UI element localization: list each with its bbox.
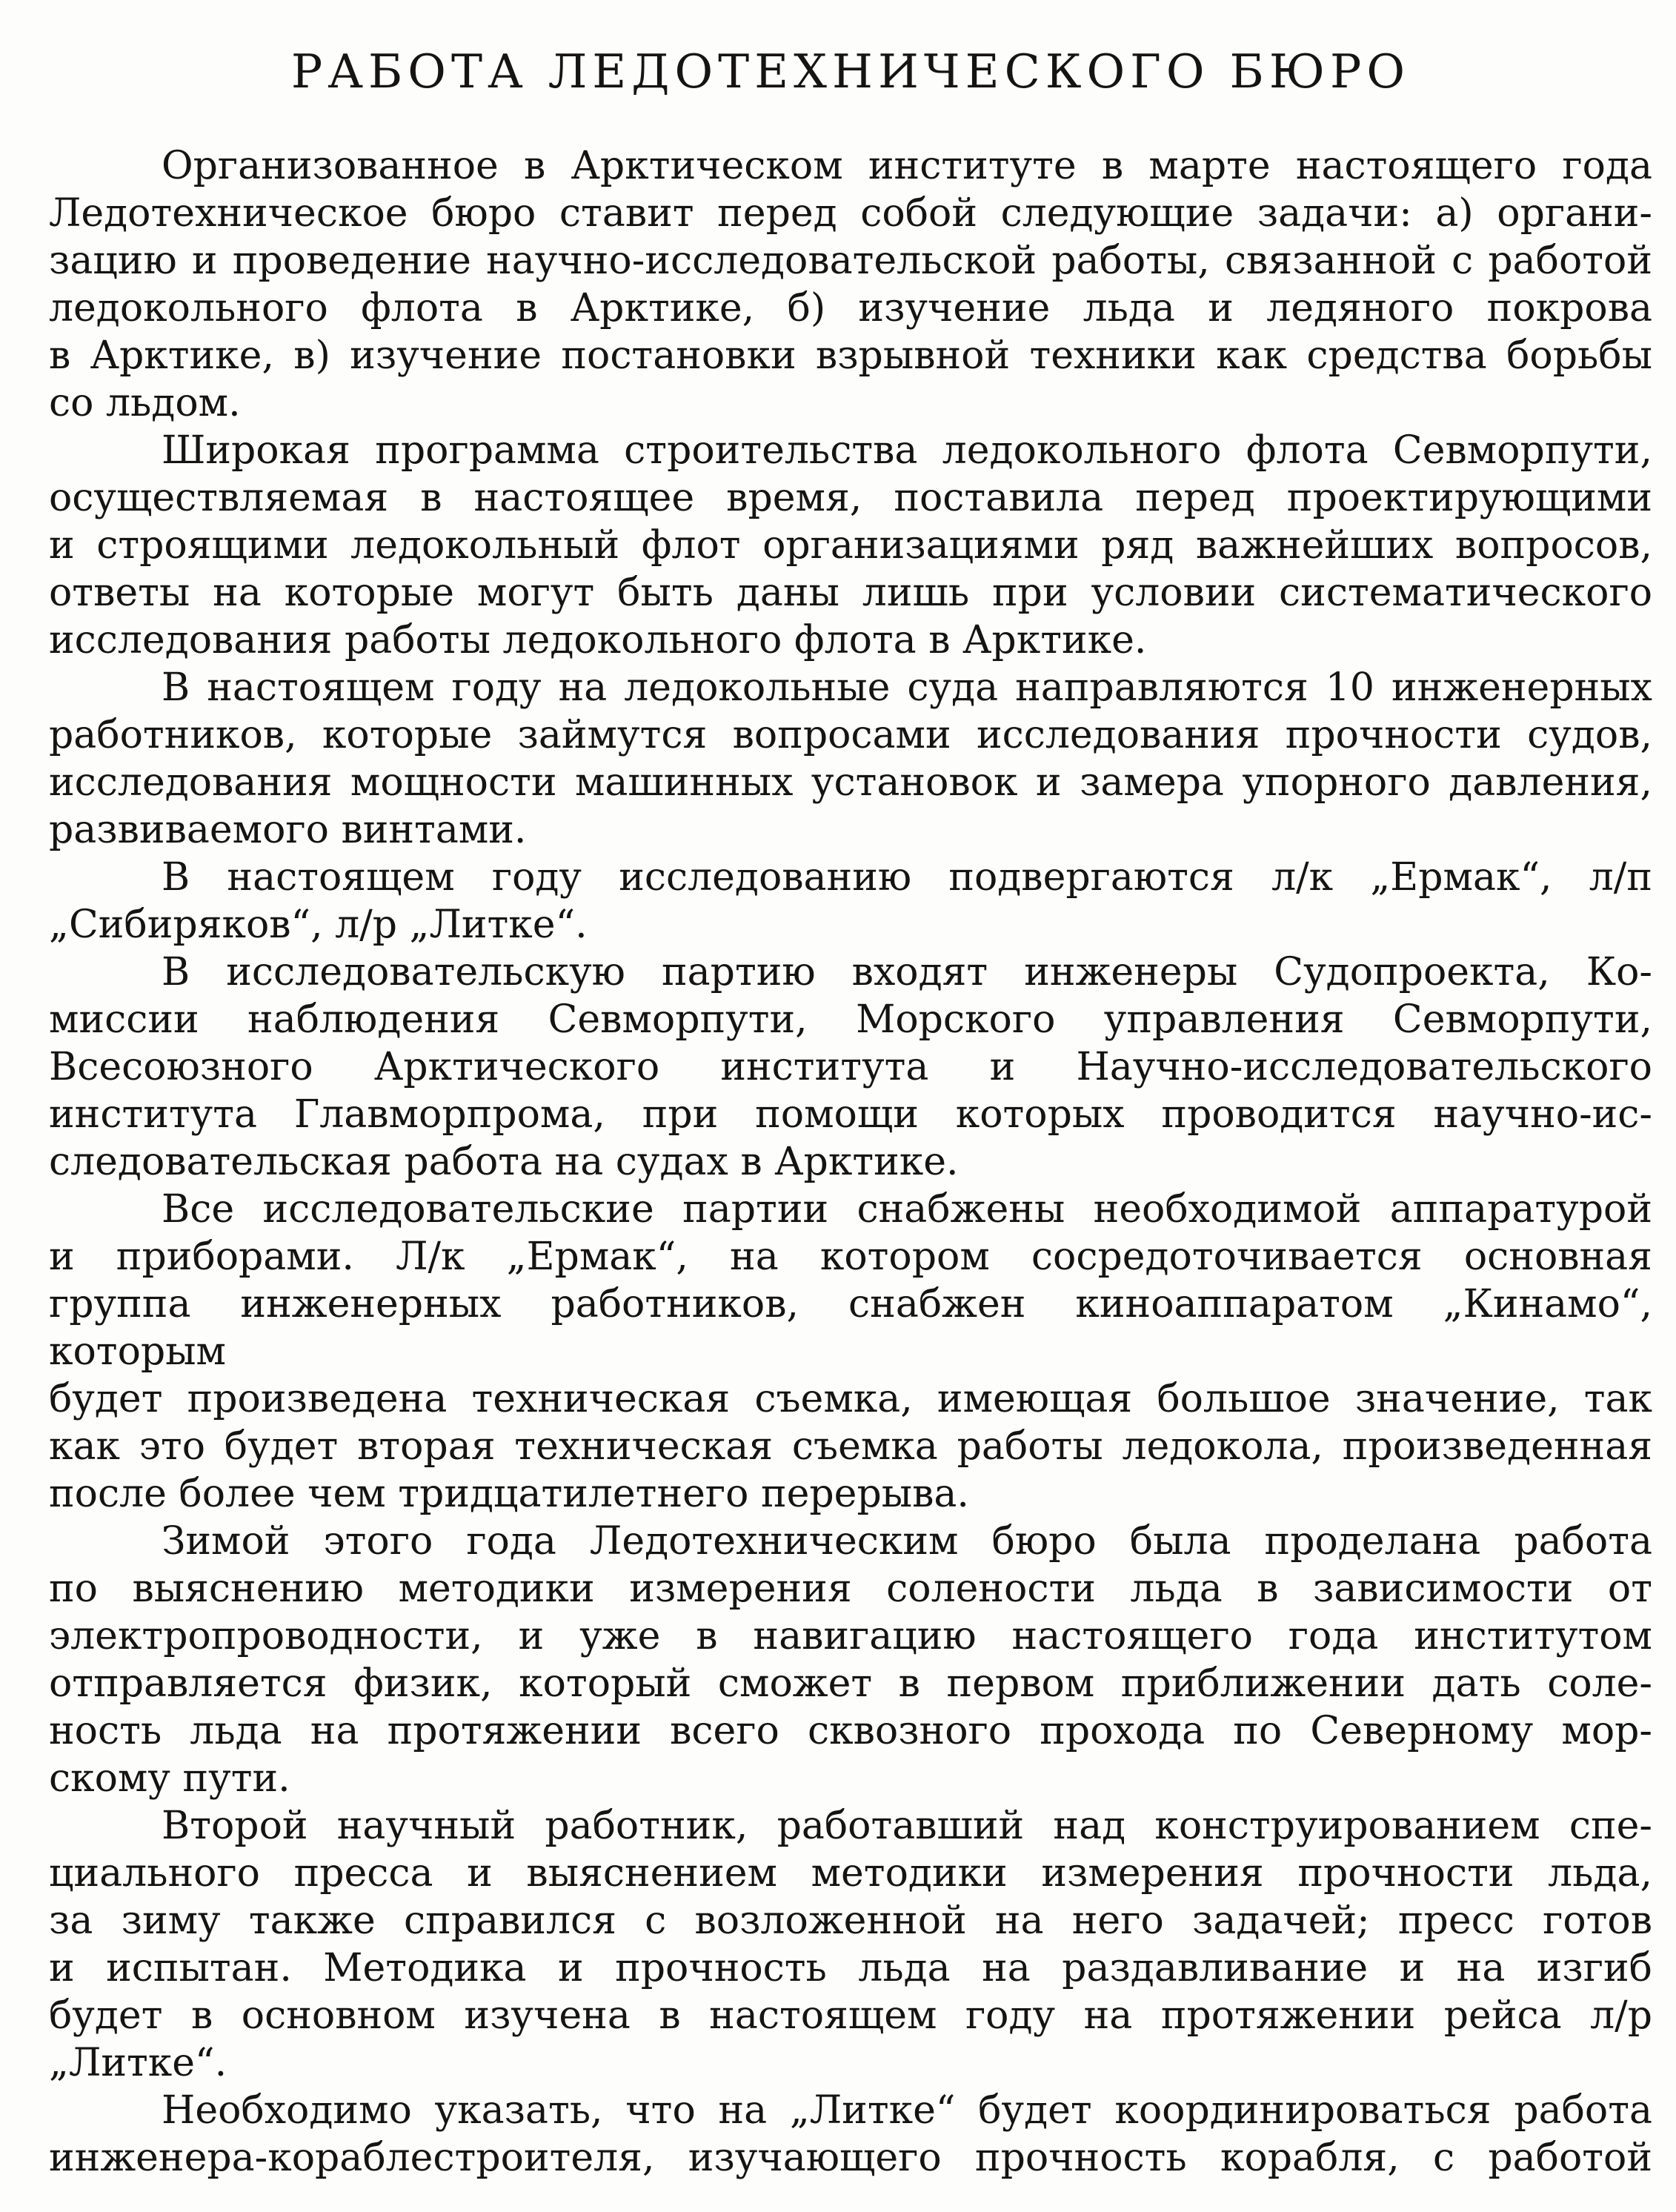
text-line: инженера-кораблестроителя, изучающего прочность корабля, с работой: [49, 2136, 1652, 2180]
text-line: В настоящем году на ледокольные суда направляются 10 инженерных: [162, 665, 1652, 710]
text-line: после более чем тридцатилетнего перерыва.: [49, 1472, 969, 1516]
text-line: и строящими ледокольный флот организациями ряд важнейших вопросов,: [49, 523, 1652, 568]
text-line: „Сибиряков“, л/р „Литке“.: [49, 903, 588, 947]
paragraph: [49, 142, 1652, 427]
text-line: миссии наблюдения Севморпути, Морского управления Севморпути,: [49, 997, 1652, 1042]
text-line: ответы на которые могут быть даны лишь при условии систематического: [49, 571, 1652, 615]
text-line: электропроводности, и уже в навигацию настоящего года институтом: [49, 1614, 1652, 1658]
text-line: и приборами. Л/к „Ермак“, на котором сосредоточивается основная: [49, 1235, 1652, 1279]
text-line: осуществляемая в настоящее время, поставила перед проектирующими: [49, 476, 1652, 520]
text-line: Все исследовательские партии снабжены необходимой аппаратурой: [162, 1187, 1652, 1232]
paragraph: [49, 2087, 1652, 2182]
text-line: Зимой этого года Ледотехническим бюро была проделана работа: [162, 1519, 1652, 1564]
text-line: ледокольного флота в Арктике, б) изучение льда и ледяного покрова: [49, 286, 1652, 331]
text-line: по выяснению методики измерения солености льда в зависимости от: [49, 1567, 1652, 1611]
text-line: Ледотехническое бюро ставит перед собой следующие задачи: а) органи-: [49, 191, 1652, 236]
paragraph: [49, 854, 1652, 949]
document-title: РАБОТА ЛЕДОТЕХНИЧЕСКОГО БЮРО: [290, 44, 1411, 99]
paragraph: [49, 664, 1652, 854]
paragraph: [49, 427, 1652, 664]
text-line: будет в основном изучена в настоящем году на протяжении рейса л/р: [49, 1993, 1652, 2038]
text-line: в Арктике, в) изучение постановки взрывной техники как средства борьбы: [49, 333, 1652, 378]
text-line: В настоящем году исследованию подвергаются л/к „Ермак“, л/п: [162, 855, 1652, 900]
text-line: за зиму также справился с возложенной на него задачей; пресс готов: [49, 1899, 1652, 1943]
text-line: будет произведена техническая съемка, имеющая большое значение, так: [49, 1377, 1652, 1421]
text-line: зацию и проведение научно-исследовательской работы, связанной с работой: [49, 239, 1652, 283]
text-line: В исследовательскую партию входят инженеры Судопроекта, Ко-: [162, 950, 1652, 994]
text-line: исследования мощности машинных установок и замера упорного давления,: [49, 760, 1652, 805]
text-line: Широкая программа строительства ледокольного флота Севморпути,: [162, 428, 1652, 473]
text-line: Необходимо указать, что на „Литке“ будет координироваться работа: [162, 2088, 1652, 2133]
text-line: и испытан. Методика и прочность льда на раздавливание и на изгиб: [49, 1946, 1652, 1990]
document-body: [49, 142, 1652, 2182]
paragraph: [49, 949, 1652, 1186]
text-line: института Главморпрома, при помощи которых проводится научно-ис-: [49, 1092, 1652, 1137]
text-line: Второй научный работник, работавший над конструированием спе-: [162, 1804, 1652, 1848]
text-line: исследования работы ледокольного флота в Арктике.: [49, 618, 1147, 662]
text-line: „Литке“.: [49, 2041, 227, 2085]
text-line: работников, которые займутся вопросами исследования прочности судов,: [49, 713, 1652, 757]
text-line: ность льда на протяжении всего сквозного прохода по Северному мор-: [49, 1709, 1652, 1753]
text-line: скому пути.: [49, 1756, 290, 1801]
paragraph: [49, 1802, 1652, 2087]
text-line: Организованное в Арктическом институте в марте настоящего года: [162, 144, 1652, 188]
text-line: Всесоюзного Арктического института и Научно-исследовательского: [49, 1045, 1652, 1089]
text-line: развиваемого винтами.: [49, 808, 527, 852]
text-line: со льдом.: [49, 381, 241, 425]
text-line: циального пресса и выяснением методики измерения прочности льда,: [49, 1851, 1652, 1896]
paragraph: [49, 1186, 1652, 1518]
text-line: отправляется физик, который сможет в первом приближении дать соле-: [49, 1661, 1652, 1706]
text-line: следовательская работа на судах в Арктике.: [49, 1140, 959, 1184]
text-line: группа инженерных работников, снабжен киноаппаратом „Кинамо“, которым: [49, 1282, 1652, 1374]
paragraph: [49, 1518, 1652, 1802]
text-line: как это будет вторая техническая съемка работы ледокола, произведенная: [49, 1424, 1652, 1469]
